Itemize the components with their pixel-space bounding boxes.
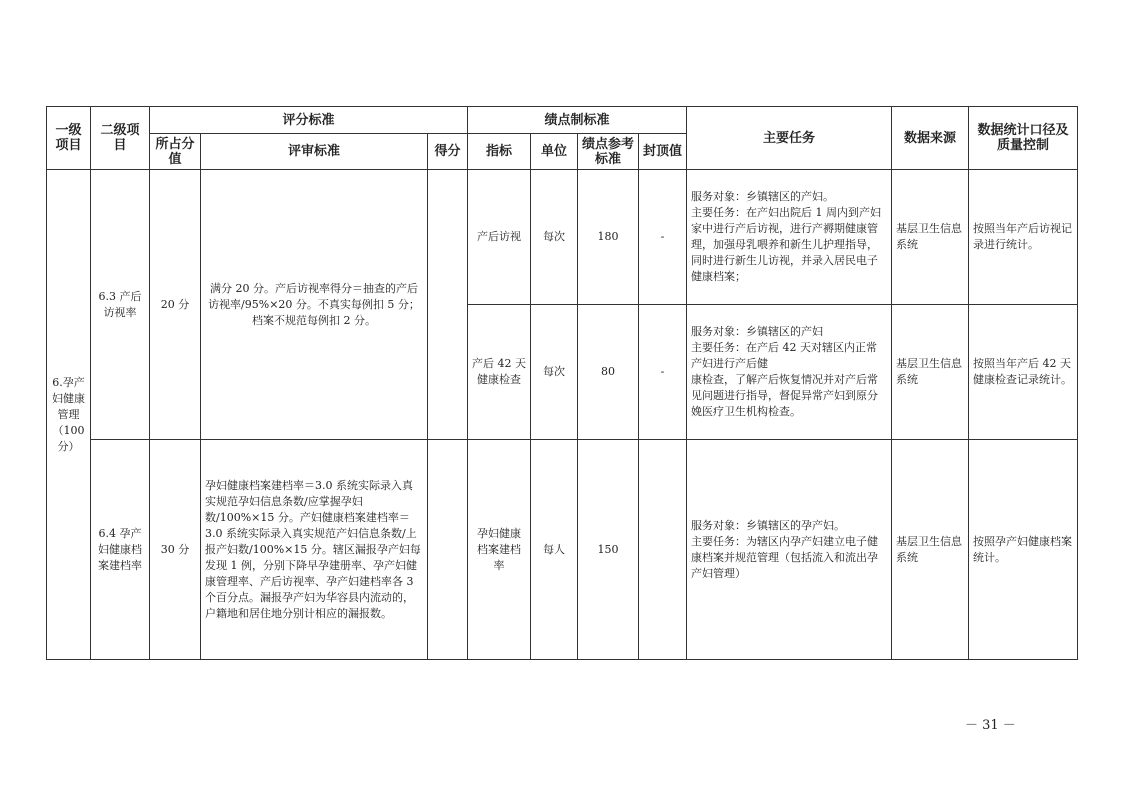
indicator: 产后 42 天健康检查 [468, 305, 531, 440]
header-cap: 封顶值 [639, 134, 687, 170]
review-standard: 孕妇健康档案建档率＝3.0 系统实际录入真实规范孕妇信息条数/应掌握孕妇数/100%×15 分。产妇健康档案建档率＝3.0 系统实际录入真实规范产妇信息条数/上报产妇数/100%×15 分。辖区漏报孕产妇每发现 1 例，分别下降早孕建册率、孕产妇健康管理率、产后访视率、孕产妇建档率各 3 个百分点。漏报孕产妇为华容县内流动的，户籍地和居住地分别计相应的漏报数。 [201, 440, 428, 660]
header-score: 得分 [428, 134, 468, 170]
header-main-task: 主要任务 [687, 107, 892, 170]
cap-value: - [639, 170, 687, 305]
header-review-standard: 评审标准 [201, 134, 428, 170]
header-statistics: 数据统计口径及质量控制 [969, 107, 1078, 170]
level1-item: 6.孕产妇健康管理（100分） [47, 170, 91, 660]
header-scoring: 评分标准 [150, 107, 468, 134]
reference-value: 80 [578, 305, 639, 440]
unit: 每次 [531, 170, 578, 305]
statistics-method: 按照孕产妇健康档案统计。 [969, 440, 1078, 660]
review-standard: 满分 20 分。产后访视率得分＝抽查的产后访视率/95%×20 分。不真实每例扣 5 分；档案不规范每例扣 2 分。 [201, 170, 428, 440]
indicator: 产后访视 [468, 170, 531, 305]
main-task: 服务对象：乡镇辖区的孕产妇。 主要任务：为辖区内孕产妇建立电子健康档案并规范管理（包括流入和流出孕产妇管理） [687, 440, 892, 660]
main-task: 服务对象：乡镇辖区的产妇。 主要任务：在产妇出院后 1 周内到产妇家中进行产后访视，进行产褥期健康管理，加强母乳喂养和新生儿护理指导，同时进行新生儿访视，并录入居民电子健康档案； [687, 170, 892, 305]
assessment-table [46, 106, 1078, 660]
data-source: 基层卫生信息系统 [892, 170, 969, 305]
score-weight: 20 分 [150, 170, 201, 440]
header-performance: 绩点制标准 [468, 107, 687, 134]
main-task: 服务对象：乡镇辖区的产妇 主要任务：在产后 42 天对辖区内正常产妇进行产后健 康检查，了解产后恢复情况并对产后常见问题进行指导，督促异常产妇到原分娩医疗卫生机构检查。 [687, 305, 892, 440]
header-unit: 单位 [531, 134, 578, 170]
header-score-weight: 所占分值 [150, 134, 201, 170]
data-source: 基层卫生信息系统 [892, 305, 969, 440]
header-indicator: 指标 [468, 134, 531, 170]
page-number: － 31 － [965, 718, 1016, 733]
reference-value: 180 [578, 170, 639, 305]
header-level1: 一级项目 [47, 107, 91, 170]
level2-item: 6.3 产后访视率 [91, 170, 150, 440]
indicator: 孕妇健康档案建档率 [468, 440, 531, 660]
cap-value: - [639, 305, 687, 440]
table-row [47, 170, 1078, 305]
header-level2: 二级项目 [91, 107, 150, 170]
level2-item: 6.4 孕产妇健康档案建档率 [91, 440, 150, 660]
score-cell[interactable] [428, 440, 468, 660]
header-data-source: 数据来源 [892, 107, 969, 170]
header-reference: 绩点参考标准 [578, 134, 639, 170]
data-source: 基层卫生信息系统 [892, 440, 969, 660]
cap-value [639, 440, 687, 660]
score-cell[interactable] [428, 170, 468, 440]
score-weight: 30 分 [150, 440, 201, 660]
reference-value: 150 [578, 440, 639, 660]
unit: 每人 [531, 440, 578, 660]
unit: 每次 [531, 305, 578, 440]
statistics-method: 按照当年产后 42 天健康检查记录统计。 [969, 305, 1078, 440]
statistics-method: 按照当年产后访视记录进行统计。 [969, 170, 1078, 305]
table-row [47, 440, 1078, 660]
